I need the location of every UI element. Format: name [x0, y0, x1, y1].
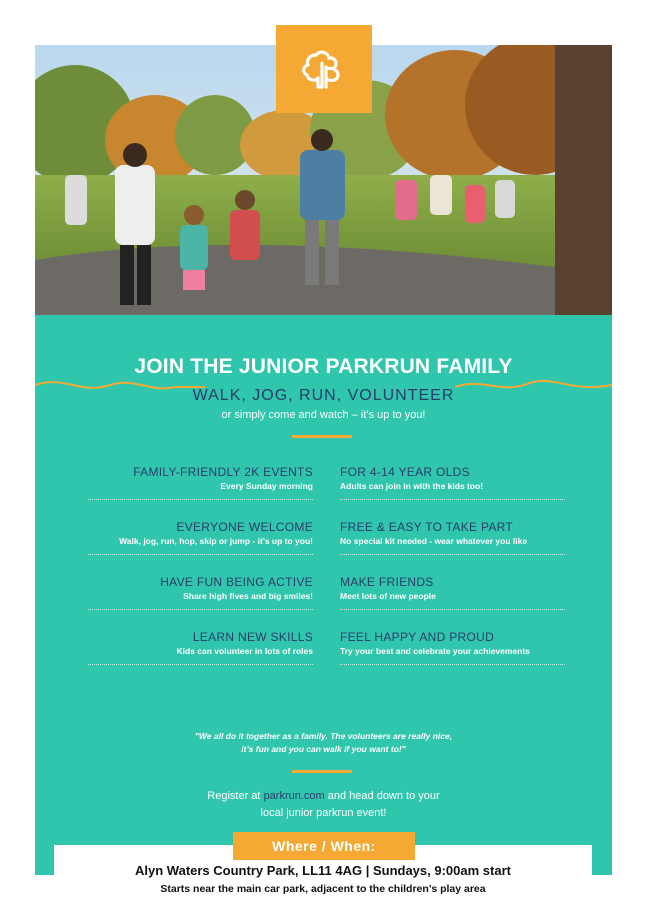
register-suffix: and head down to your	[327, 790, 440, 802]
feature-item	[340, 465, 565, 500]
feature-subtext: Every Sunday morning	[220, 481, 313, 491]
venue-detail: Starts near the main car park, adjacent to the children’s play area	[160, 883, 486, 895]
feature-item	[88, 575, 313, 610]
feature-heading: FEEL HAPPY AND PROUD	[340, 630, 495, 644]
divider	[292, 435, 352, 438]
quote-line: "We all do it together as a family. The volunteers are really nice,	[194, 731, 453, 741]
register-prefix: Register at	[207, 790, 261, 802]
parkrun-link[interactable]: parkrun.com	[263, 790, 325, 802]
divider	[292, 770, 352, 773]
feature-subtext: Try your best and celebrate your achievements	[340, 646, 530, 656]
parkrun-tree-logo-icon	[296, 41, 352, 97]
feature-heading: FOR 4-14 YEAR OLDS	[340, 465, 470, 479]
feature-subtext: Walk, jog, run, hop, skip or jump - it’s up to you!	[119, 536, 313, 546]
feature-item	[88, 630, 313, 665]
register-line2: local junior parkrun event!	[260, 807, 387, 819]
parkrun-logo	[276, 25, 372, 113]
subtitle: WALK, JOG, RUN, VOLUNTEER	[192, 387, 455, 404]
feature-heading: FAMILY-FRIENDLY 2K EVENTS	[133, 465, 313, 479]
quote-line: it’s fun and you can walk if you want to!"	[241, 744, 406, 754]
feature-item	[340, 520, 565, 555]
feature-heading: EVERYONE WELCOME	[176, 520, 313, 534]
feature-subtext: Share high fives and big smiles!	[183, 591, 313, 601]
feature-subtext: No special kit needed - wear whatever you like	[340, 536, 528, 546]
feature-item	[340, 575, 565, 610]
feature-item	[88, 465, 313, 500]
poster	[35, 45, 612, 895]
where-when-label: Where / When:	[233, 832, 415, 860]
feature-heading: MAKE FRIENDS	[340, 575, 434, 589]
venue-text: Alyn Waters Country Park, LL11 4AG | Sundays, 9:00am start	[135, 863, 511, 878]
testimonial-quote	[35, 730, 612, 756]
feature-heading: HAVE FUN BEING ACTIVE	[160, 575, 313, 589]
feature-item	[340, 630, 565, 665]
page-title: JOIN THE JUNIOR PARKRUN FAMILY	[134, 355, 513, 378]
feature-heading: FREE & EASY TO TAKE PART	[340, 520, 514, 534]
register-text	[35, 788, 612, 822]
tagline: or simply come and watch – it’s up to you!	[221, 409, 426, 421]
feature-heading: LEARN NEW SKILLS	[192, 630, 313, 644]
info-panel	[35, 315, 612, 895]
feature-subtext: Meet lots of new people	[340, 591, 436, 601]
feature-subtext: Adults can join in with the kids too!	[340, 481, 484, 491]
feature-item	[88, 520, 313, 555]
feature-subtext: Kids can volunteer in lots of roles	[176, 646, 313, 656]
